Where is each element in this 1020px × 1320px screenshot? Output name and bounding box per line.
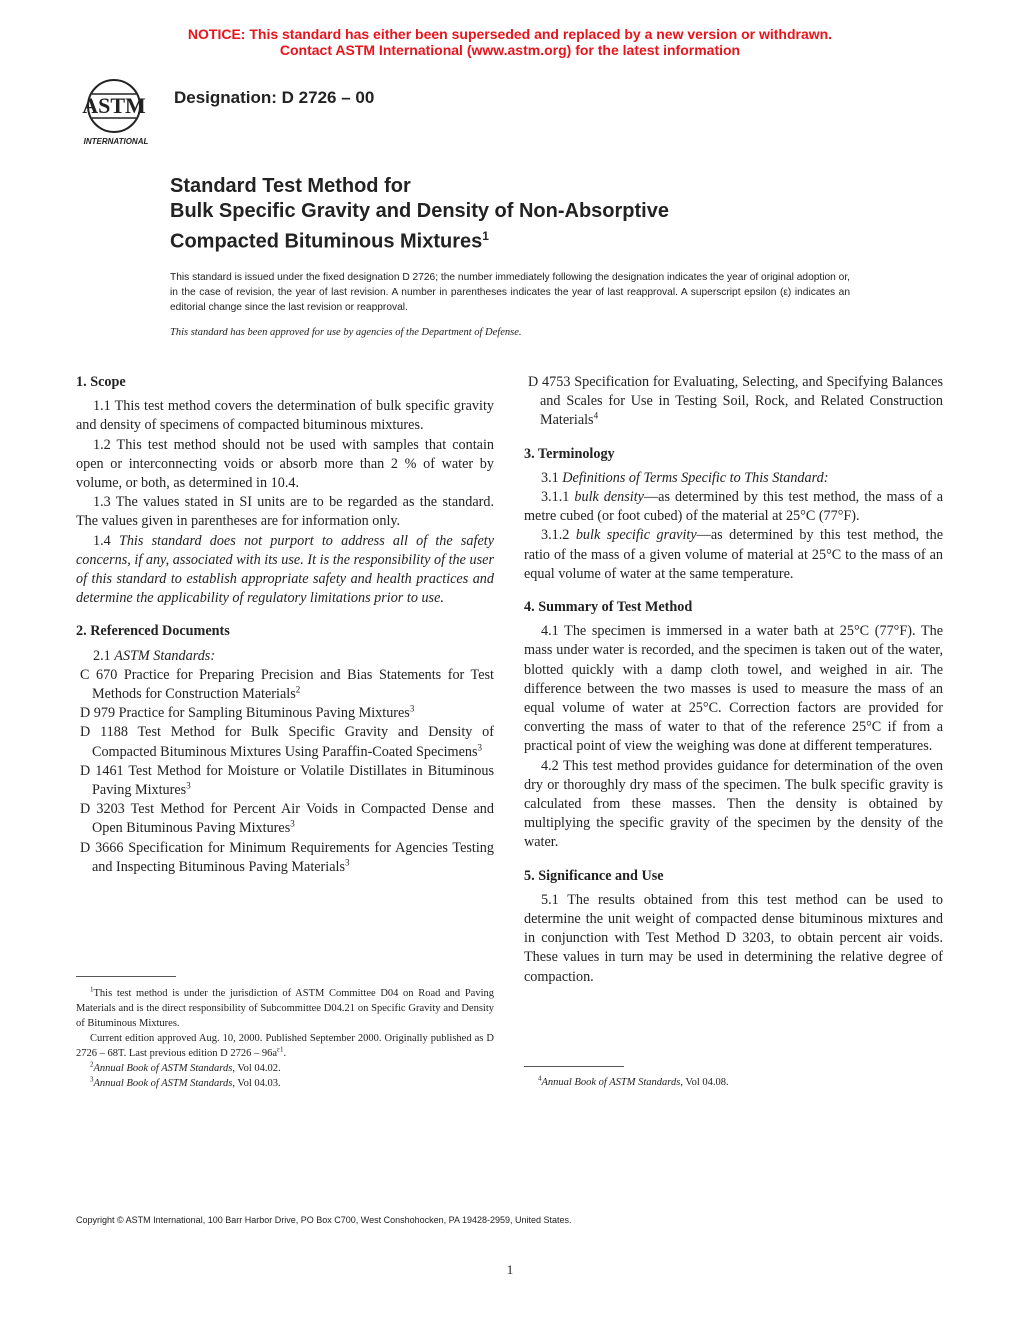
ref-item: D 3203 Test Method for Percent Air Voids in Compacted Dense and Open Bituminous Paving Mixtures$^3$ xyxy=(80,801,494,837)
terminology-para-3: 3.1.2 bulk specific gravity—as determined by this test method, the ratio of the mass of a given volume of material at 25°C to the mass of an equal volume of water at the same temperature. xyxy=(524,527,943,582)
svg-text:ASTM: ASTM xyxy=(82,93,146,118)
section-heading-summary: 4. Summary of Test Method xyxy=(524,599,693,616)
page-number: 1 xyxy=(506,1262,514,1277)
section-heading-significance: 5. Significance and Use xyxy=(524,867,664,884)
ref-item: D 979 Practice for Sampling Bituminous Paving Mixtures$^3$ xyxy=(80,703,415,722)
withdrawal-notice xyxy=(0,26,1020,58)
terminology-para-1: 3.1 Definitions of Terms Specific to This Standard: xyxy=(541,469,829,486)
scope-para-1: 1.1 This test method covers the determination of bulk specific gravity and density of specimens of compacted bituminous mixtures. xyxy=(76,398,494,434)
svg-text:INTERNATIONAL: INTERNATIONAL xyxy=(83,137,149,146)
notice-line-2: Contact ASTM International (www.astm.org) for the latest information xyxy=(279,42,741,58)
footnote-2: $^2$Annual Book of ASTM Standards, Vol 04.02. xyxy=(90,1060,281,1074)
ref-item: C 670 Practice for Preparing Precision and Bias Statements for Test Methods for Construction Materials$^2$ xyxy=(80,666,494,703)
terminology-para-2: 3.1.1 bulk density—as determined by this test method, the mass of a metre cubed (or foot cubed) of the material at 25°C (77°F). xyxy=(524,489,944,525)
left-column xyxy=(76,373,494,877)
footnotes-right xyxy=(524,1075,943,1090)
footnote-4: $^4$Annual Book of ASTM Standards, Vol 04.08. xyxy=(538,1074,729,1088)
title-footnote-ref: 1 xyxy=(482,229,489,243)
footnote-rule-right xyxy=(524,1066,624,1067)
section-heading-terminology: 3. Terminology xyxy=(524,445,615,462)
document-title xyxy=(170,174,669,255)
ref-item: D 3666 Specification for Minimum Requirements for Agencies Testing and Inspecting Bituminous Paving Materials$^3$ xyxy=(80,839,494,875)
refs-subheading: 2.1 ASTM Standards: xyxy=(93,647,216,664)
summary-para-2: 4.2 This test method provides guidance for determination of the oven dry or thoroughly dry mass of the specimen. The bulk specific gravity is calculated from these masses. Then the density is obtained by multiplying the specific gravity of the specimen by the density of the water. xyxy=(524,757,943,851)
summary-para-1: 4.1 The specimen is immersed in a water bath at 25°C (77°F). The mass under water is recorded, and the specimen is taken out of the water, blotted quickly with a damp cloth towel, and weighed in air. The difference between the two masses is used to measure the mass of an equal volume of water at 25°C. Correction factors are provided for converting the mass of water to that of the reference 25°C if from a practical point of view the weighing was done at different temperatures. xyxy=(524,623,943,755)
footnote-1b: Current edition approved Aug. 10, 2000. Published September 2000. Originally published as D 2726 – 68T. Last previous edition D $2726 - 96a^{\varepsilon 1}$. xyxy=(76,1033,494,1059)
title-line-1: Standard Test Method for xyxy=(170,175,411,197)
significance-para-1: 5.1 The results obtained from this test method can be used to determine the unit weight of compacted dense bituminous mixtures and in conjunction with Test Method D 3203, to obtain percent air voids. These values in turn may be used in determining the relative degree of compaction. xyxy=(524,891,943,985)
footnote-1: $^1$This test method is under the jurisdiction of ASTM Committee D04 on Road and Paving Materials and is the direct responsibility of Subcommittee D04.21 on Specific Gravity and Density of Bituminous Mixtures. xyxy=(76,985,494,1029)
dod-approval: This standard has been approved for use by agencies of the Department of Defense. xyxy=(170,327,522,338)
title-line-2: Bulk Specific Gravity and Density of Non-Absorptive xyxy=(170,200,669,222)
footnote-3: $^3$Annual Book of ASTM Standards, Vol 04.03. xyxy=(90,1075,281,1089)
notice-line-1: NOTICE: This standard has either been superseded and replaced by a new version or withdrawn. xyxy=(187,26,833,42)
copyright: Copyright © ASTM International, 100 Barr Harbor Drive, PO Box C700, West Conshohocken, PA 19428-2959, United States. xyxy=(76,1215,572,1225)
ref-item: D 1188 Test Method for Bulk Specific Gravity and Density of Compacted Bituminous Mixtures Using Paraffin-Coated Specimens$^3$ xyxy=(80,724,494,760)
title-line-3: Compacted Bituminous Mixtures$^1$ xyxy=(170,229,489,253)
issuance-statement: This standard is issued under the fixed designation D 2726; the number immediately following the designation indicates the year of original adoption or, in the case of revision, the year of last revision. A number in parentheses indicates the year of last reapproval. A superscript epsilon (ε) indicates an editorial change since the last revision or reapproval. xyxy=(170,272,850,313)
right-column xyxy=(524,373,943,987)
astm-logo-icon xyxy=(72,76,162,148)
ref-item: D 4753 Specification for Evaluating, Selecting, and Specifying Balances and Scales for Use in Testing Soil, Rock, and Related Construction Materials$^4$ xyxy=(528,374,943,429)
footnotes-left xyxy=(76,986,494,1091)
scope-para-3: 1.3 The values stated in SI units are to be regarded as the standard. The values given in parentheses are for information only. xyxy=(76,494,494,530)
designation: Designation: D 2726 – 00 xyxy=(174,88,375,107)
scope-para-4: 1.4 This standard does not purport to address all of the safety concerns, if any, associated with its use. It is the responsibility of the user of this standard to establish appropriate safety and health practices and determine the applicability of regulatory limitations prior to use. xyxy=(76,532,494,607)
scope-para-2: 1.2 This test method should not be used with samples that contain open or interconnecting voids or absorb more than 2 % of water by volume, or both, as determined in 10.4. xyxy=(76,436,494,492)
ref-item: D 1461 Test Method for Moisture or Volatile Distillates in Bituminous Paving Mixtures$^3$ xyxy=(80,762,494,799)
footnote-rule-left xyxy=(76,976,176,977)
section-heading-referenced-documents: 2. Referenced Documents xyxy=(76,623,230,640)
section-heading-scope: 1. Scope xyxy=(76,374,126,390)
